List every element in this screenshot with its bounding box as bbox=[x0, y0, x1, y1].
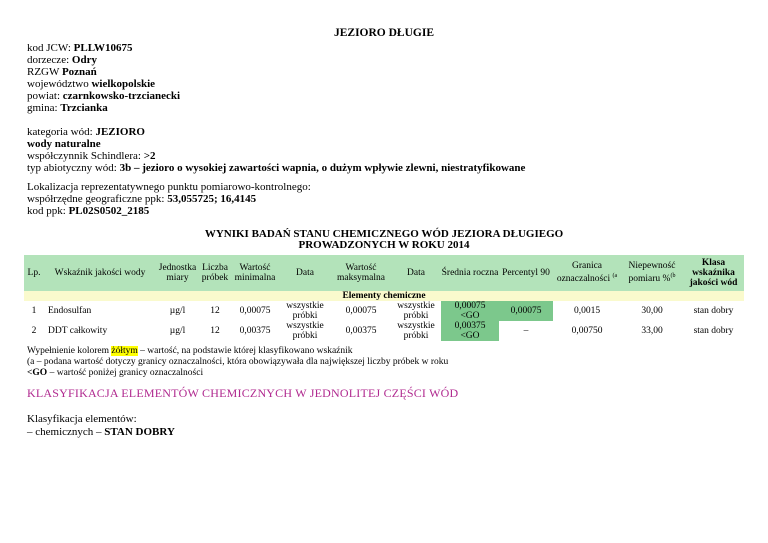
header-data-max: Data bbox=[391, 255, 441, 291]
cell-name: DDT całkowity bbox=[48, 326, 108, 336]
info-line-lokalizacja: Lokalizacja reprezentatywnego punktu pomiarowo-kontrolnego: bbox=[27, 181, 311, 193]
results-title: WYNIKI BADAŃ STANU CHEMICZNEGO WÓD JEZIORA DŁUGIEGO PROWADZONYCH W ROKU 2014 bbox=[204, 228, 564, 251]
cell-min: 0,00375 bbox=[239, 326, 271, 336]
classification-intro: Klasyfikacja elementów: bbox=[27, 413, 137, 425]
note-go: <GO – wartość poniżej granicy oznaczalności bbox=[27, 368, 204, 378]
table-header-row bbox=[24, 255, 744, 291]
header-granica: Granica oznaczalności $^{(a}$ bbox=[553, 255, 621, 291]
note-fill: Wypełnienie kolorem żółtym – wartość, na podstawie której klasyfikowano wskaźnik bbox=[27, 346, 353, 356]
cell-max: 0,00075 bbox=[345, 306, 377, 316]
cell-class: stan dobry bbox=[693, 306, 734, 316]
info-line-wody: wody naturalne bbox=[27, 138, 101, 150]
section-row bbox=[24, 291, 744, 301]
header-data-min: Data bbox=[279, 255, 331, 291]
info-line-rzgw: RZGW Poznań bbox=[27, 66, 97, 78]
info-line-schindler: współczynnik Schindlera: >2 bbox=[27, 150, 156, 162]
cell-min: 0,00075 bbox=[239, 306, 271, 316]
classification-block bbox=[27, 413, 175, 439]
cell-uncertainty: 33,00 bbox=[641, 326, 663, 336]
cell-avg: 0,00075 <GO bbox=[441, 301, 499, 321]
info-line-dorzecze: dorzecze: Odry bbox=[27, 54, 97, 66]
header-srednia: Średnia roczna bbox=[441, 255, 499, 291]
monitoring-point-info bbox=[27, 181, 311, 217]
header-jednostka: Jednostka miary bbox=[156, 255, 199, 291]
table-notes bbox=[27, 346, 448, 379]
cell-unit: µg/l bbox=[169, 306, 186, 316]
highlight-word: żółtym bbox=[111, 346, 138, 356]
header-liczba: Liczba próbek bbox=[199, 255, 231, 291]
info-line-jcw: kod JCW: PLLW10675 bbox=[27, 42, 133, 54]
header-klasa: Klasa wskaźnika jakości wód bbox=[683, 255, 744, 291]
cell-name: Endosulfan bbox=[48, 306, 92, 316]
cell-lp: 1 bbox=[31, 306, 37, 316]
cell-p90: 0,00075 bbox=[499, 301, 553, 321]
header-wartosc-min: Wartość minimalna bbox=[231, 255, 279, 291]
info-line-gmina: gmina: Trzcianka bbox=[27, 102, 108, 114]
note-a: (a – podana wartość dotyczy granicy oznaczalności, która obowiązywała dla największej liczby próbek w roku bbox=[27, 357, 449, 367]
cell-uncertainty: 30,00 bbox=[641, 306, 663, 316]
cell-limit: 0,00750 bbox=[571, 326, 603, 336]
info-line-wojewodztwo: województwo wielkopolskie bbox=[27, 78, 156, 90]
cell-count: 12 bbox=[210, 326, 220, 336]
header-lp: Lp. bbox=[24, 255, 44, 291]
cell-date-min: wszystkie próbki bbox=[286, 301, 324, 321]
cell-count: 12 bbox=[210, 306, 220, 316]
info-line-typ: typ abiotyczny wód: 3b – jezioro o wysokiej zawartości wapnia, o dużym wpływie zlewni, niestratyfikowane bbox=[27, 162, 526, 174]
header-wskaznik: Wskaźnik jakości wody bbox=[44, 255, 156, 291]
cell-date-max: wszystkie próbki bbox=[397, 321, 435, 341]
header-wartosc-max: Wartość maksymalna bbox=[331, 255, 391, 291]
cell-unit: µg/l bbox=[169, 326, 186, 336]
classification-item: – chemicznych – STAN DOBRY bbox=[27, 426, 175, 438]
cell-lp: 2 bbox=[31, 326, 37, 336]
results-table bbox=[24, 255, 744, 341]
cell-date-min: wszystkie próbki bbox=[286, 321, 324, 341]
classification-heading: KLASYFIKACJA ELEMENTÓW CHEMICZNYCH W JEDNOLITEJ CZĘŚCI WÓD bbox=[27, 386, 459, 400]
cell-date-max: wszystkie próbki bbox=[397, 301, 435, 321]
info-line-kod-ppk: kod ppk: PL02S0502_2185 bbox=[27, 205, 150, 217]
water-category-info bbox=[27, 126, 525, 174]
cell-limit: 0,0015 bbox=[573, 306, 601, 316]
cell-class: stan dobry bbox=[693, 326, 734, 336]
info-line-kategoria: kategoria wód: JEZIORO bbox=[27, 126, 145, 138]
cell-avg: 0,00375 <GO bbox=[441, 321, 499, 341]
info-line-powiat: powiat: czarnkowsko-trzcianecki bbox=[27, 90, 181, 102]
header-percentyl: Percentyl 90 bbox=[499, 255, 553, 291]
water-body-info bbox=[27, 42, 180, 114]
table-row bbox=[24, 301, 744, 321]
header-niepewnosc: Niepewność pomiaru %$^{(b}$ bbox=[621, 255, 683, 291]
cell-p90: – bbox=[523, 326, 529, 336]
table-row bbox=[24, 321, 744, 341]
info-line-wspolrzedne: współrzędne geograficzne ppk: 53,055725; 16,4145 bbox=[27, 193, 257, 205]
cell-max: 0,00375 bbox=[345, 326, 377, 336]
page-title: JEZIORO DŁUGIE bbox=[333, 27, 434, 39]
section-label: Elementy chemiczne bbox=[24, 291, 744, 301]
